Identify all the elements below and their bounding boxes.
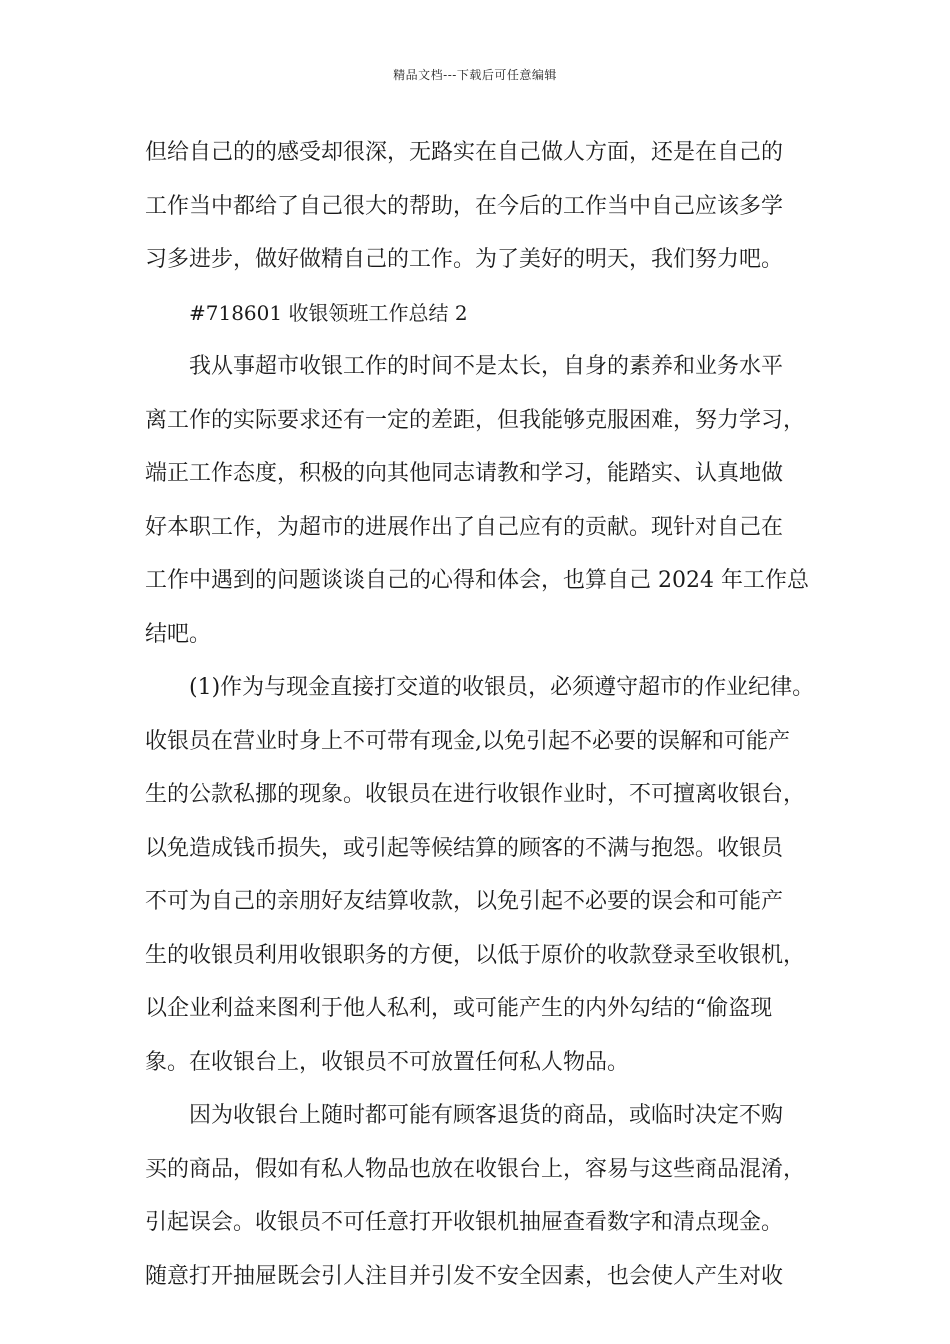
text-line: 习多进步，做好做精自己的工作。为了美好的明天，我们努力吧。 xyxy=(145,247,784,272)
text-line: 生的收银员利用收银职务的方便，以低于原价的收款登录至收银机， xyxy=(145,942,806,968)
text-line: 以企业利益来图利于他人私利，或可能产生的内外勾结的“偷盗现 xyxy=(145,996,773,1021)
text-line: 生的公款私挪的现象。收银员在进行收银作业时，不可擅离收银台， xyxy=(145,782,806,807)
paragraph-first-line: 因为收银台上随时都可能有顾客退货的商品，或临时决定不购 xyxy=(189,1103,784,1128)
text-line: 好本职工作，为超市的进展作出了自己应有的贡献。现针对自己在 xyxy=(145,514,784,540)
text-line: 工作当中都给了自己很大的帮助，在今后的工作当中自己应该多学 xyxy=(145,193,784,219)
text-line: 随意打开抽屉既会引人注目并引发不安全因素，也会使人产生对收 xyxy=(145,1263,784,1289)
paragraph-first-line: (1)作为与现金直接打交道的收银员，必须遵守超市的作业纪律。 xyxy=(189,675,815,700)
text-line: 收银员在营业时身上不可带有现金,以免引起不必要的误解和可能产 xyxy=(145,728,790,754)
text-line: 但给自己的的感受却很深，无路实在自己做人方面，还是在自己的 xyxy=(145,140,784,165)
text-line: 工作中遇到的问题谈谈自己的心得和体会，也算自己 2024 年工作总 xyxy=(145,568,809,593)
text-line: 买的商品，假如有私人物品也放在收银台上，容易与这些商品混淆， xyxy=(145,1156,806,1182)
text-line: 引起误会。收银员不可任意打开收银机抽屉查看数字和清点现金。 xyxy=(145,1210,784,1235)
text-line: 以免造成钱币损失，或引起等候结算的顾客的不满与抱怨。收银员 xyxy=(145,835,784,861)
paragraph-first-line: 我从事超市收银工作的时间不是太长，自身的素养和业务水平 xyxy=(189,354,784,379)
page-header: 精品文档---下载后可任意编辑 xyxy=(393,68,557,82)
text-line: 离工作的实际要求还有一定的差距，但我能够克服困难，努力学习， xyxy=(145,407,806,433)
document-body xyxy=(145,132,815,1309)
text-line: 端正工作态度，积极的向其他同志请教和学习，能踏实、认真地做 xyxy=(145,461,784,486)
text-line: 结吧。 xyxy=(145,621,212,647)
text-line: 不可为自己的亲朋好友结算收款，以免引起不必要的误会和可能产 xyxy=(145,889,784,914)
section-heading: #718601 收银领班工作总结 2 xyxy=(189,300,468,325)
text-line: 象。在收银台上，收银员不可放置任何私人物品。 xyxy=(145,1049,630,1075)
